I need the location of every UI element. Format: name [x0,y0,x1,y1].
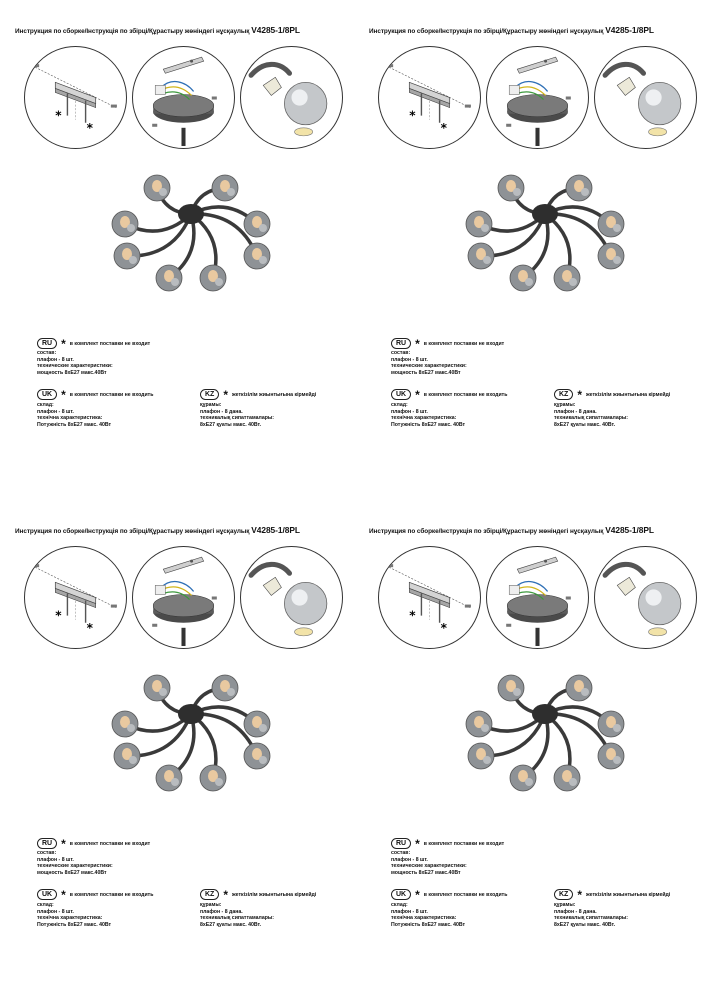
kz-badge: KZ [200,889,219,900]
asterisk-icon: * [577,387,583,402]
ru-badge: RU [37,338,57,349]
ru-note: в комплект поставки не входит [69,840,151,847]
ceiling-canopy [178,204,204,224]
ceiling-plate-icon [133,547,234,648]
kz-note: жеткізілім жиынтығына кірмейді [586,391,671,398]
uk-note: в комплект поставки не входить [69,891,154,898]
uk-note: в комплект поставки не входить [69,391,154,398]
chandelier-arms [125,688,257,778]
glass-shade [114,743,140,769]
step-shade-illustration [594,546,697,649]
ceiling-plate-icon [487,47,588,148]
glass-shade [200,265,226,291]
glass-shade [144,175,170,201]
mounting-bracket-icon [379,547,480,648]
step-shade-illustration [594,46,697,149]
chandelier-icon [105,668,277,798]
uk-note: в комплект поставки не входить [423,891,508,898]
step-bracket-illustration [378,46,481,149]
glass-shade [598,211,624,237]
glass-shade [598,743,624,769]
glass-shade [244,243,270,269]
ru-note-row [37,338,150,349]
glass-shade [510,765,536,791]
glass-shade [156,265,182,291]
ru-info: состав: плафон - 8 шт. технические характеристики: мощность 8хЕ27 макс.40Вт [391,350,467,376]
chandelier-shades [466,175,624,291]
instruction-title: Инструкция по сборке/Інструкція по збірці/Құрастыру жөніндегі нұсқаулық V4285-1/8PL [15,525,300,535]
kz-note-row [200,889,316,900]
kz-note: жеткізілім жиынтығына кірмейді [232,891,317,898]
chandelier-shades [112,675,270,791]
glass-shade [244,711,270,737]
uk-info: склад: плафон - 8 шт. технічна характеристика: Потужність 8хЕ27 макс. 40Вт [391,902,466,928]
uk-badge: UK [37,389,57,400]
ceiling-plate-icon [487,547,588,648]
glass-shade [498,175,524,201]
step-shade-illustration [240,546,343,649]
chandelier-icon [105,168,277,298]
uk-note-row [37,389,153,400]
glass-shade-icon [241,47,342,148]
kz-info: құрамы: плафон - 8 дана. техникалық сипаттамалары: 8хЕ27 қуаты макс. 40Вт. [554,402,629,428]
screw-icon [385,564,471,607]
asterisk-icon: * [415,336,420,351]
kz-note-row [200,389,316,400]
asterisk-icon: * [440,620,447,635]
asterisk-icon: * [577,887,583,902]
glass-shade [468,743,494,769]
ru-badge: RU [37,838,57,849]
instruction-panel [354,500,707,1000]
step-ceiling-plate-illustration [132,46,235,149]
step-ceiling-plate-illustration [486,46,589,149]
ceiling-canopy [178,704,204,724]
glass-shade [212,675,238,701]
glass-shade [156,765,182,791]
asterisk-icon: * [61,336,66,351]
kz-note: жеткізілім жиынтығына кірмейді [232,391,317,398]
uk-badge: UK [391,889,411,900]
screw-icon [385,64,471,107]
asterisk-icon: * [415,887,420,902]
glass-shade [498,675,524,701]
uk-info: склад: плафон - 8 шт. технічна характеристика: Потужність 8хЕ27 макс. 40Вт [37,902,112,928]
instruction-title: Инструкция по сборке/Інструкція по збірці/Құрастыру жөніндегі нұсқаулық V4285-1/8PL [15,25,300,35]
model-number: V4285-1/8PL [251,525,300,535]
glass-shade [212,175,238,201]
glass-shade-icon [241,547,342,648]
ceiling-canopy [532,204,558,224]
kz-note-row [554,889,670,900]
ru-note-row [391,838,504,849]
instruction-title: Инструкция по сборке/Інструкція по збірці/Құрастыру жөніндегі нұсқаулық V4285-1/8PL [369,525,654,535]
step-ceiling-plate-illustration [132,546,235,649]
asterisk-icon: * [440,120,447,135]
glass-shade [244,211,270,237]
kz-note-row [554,389,670,400]
asterisk-icon: * [86,120,93,135]
glass-shade [244,743,270,769]
glass-shade-icon [595,547,696,648]
uk-info: склад: плафон - 8 шт. технічна характеристика: Потужність 8хЕ27 макс. 40Вт [37,402,112,428]
model-number: V4285-1/8PL [251,25,300,35]
step-ceiling-plate-illustration [486,546,589,649]
instruction-title: Инструкция по сборке/Інструкція по збірці/Құрастыру жөніндегі нұсқаулық V4285-1/8PL [369,25,654,35]
kz-badge: KZ [554,389,573,400]
step-bracket-illustration [24,46,127,149]
asterisk-icon: * [61,387,66,402]
chandelier-shades [112,175,270,291]
ru-note: в комплект поставки не входит [423,340,505,347]
glass-shade [468,243,494,269]
kz-badge: KZ [200,389,219,400]
asterisk-icon: * [223,887,229,902]
chandelier-arms [479,688,611,778]
uk-note-row [391,389,507,400]
glass-shade [112,211,138,237]
uk-info: склад: плафон - 8 шт. технічна характеристика: Потужність 8хЕ27 макс. 40Вт [391,402,466,428]
ru-note-row [37,838,150,849]
glass-shade [466,211,492,237]
ru-info: состав: плафон - 8 шт. технические характеристики: мощность 8хЕ27 макс.40Вт [37,850,113,876]
glass-shade [112,711,138,737]
uk-note-row [391,889,507,900]
instruction-panel [354,0,707,500]
asterisk-icon: * [409,108,416,123]
glass-shade [200,765,226,791]
model-number: V4285-1/8PL [605,25,654,35]
kz-info: құрамы: плафон - 8 дана. техникалық сипаттамалары: 8хЕ27 қуаты макс. 40Вт. [200,902,275,928]
mounting-bracket-icon [25,47,126,148]
chandelier-shades [466,675,624,791]
mounting-bracket-icon [25,547,126,648]
glass-shade [466,711,492,737]
ru-note: в комплект поставки не входит [69,340,151,347]
glass-shade [114,243,140,269]
ceiling-plate-icon [133,47,234,148]
step-bracket-illustration [378,546,481,649]
model-number: V4285-1/8PL [605,525,654,535]
glass-shade [510,265,536,291]
instruction-panel [0,500,353,1000]
asterisk-icon: * [86,620,93,635]
chandelier-icon [459,668,631,798]
uk-note-row [37,889,153,900]
chandelier-arms [125,188,257,278]
uk-badge: UK [391,389,411,400]
glass-shade [144,675,170,701]
asterisk-icon: * [55,608,62,623]
ru-note: в комплект поставки не входит [423,840,505,847]
ru-info: состав: плафон - 8 шт. технические характеристики: мощность 8хЕ27 макс.40Вт [391,850,467,876]
instruction-panel [0,0,353,500]
kz-info: құрамы: плафон - 8 дана. техникалық сипаттамалары: 8хЕ27 қуаты макс. 40Вт. [200,402,275,428]
step-shade-illustration [240,46,343,149]
asterisk-icon: * [61,836,66,851]
glass-shade [554,765,580,791]
asterisk-icon: * [415,387,420,402]
chandelier-icon [459,168,631,298]
asterisk-icon: * [55,108,62,123]
screw-icon [31,64,117,107]
asterisk-icon: * [415,836,420,851]
step-bracket-illustration [24,546,127,649]
asterisk-icon: * [223,387,229,402]
ru-info: состав: плафон - 8 шт. технические характеристики: мощность 8хЕ27 макс.40Вт [37,350,113,376]
uk-badge: UK [37,889,57,900]
glass-shade [598,711,624,737]
screw-icon [31,564,117,607]
ceiling-canopy [532,704,558,724]
glass-shade [598,243,624,269]
glass-shade [566,675,592,701]
ru-badge: RU [391,338,411,349]
kz-info: құрамы: плафон - 8 дана. техникалық сипаттамалары: 8хЕ27 қуаты макс. 40Вт. [554,902,629,928]
glass-shade-icon [595,47,696,148]
mounting-bracket-icon [379,47,480,148]
glass-shade [566,175,592,201]
glass-shade [554,265,580,291]
kz-note: жеткізілім жиынтығына кірмейді [586,891,671,898]
asterisk-icon: * [409,608,416,623]
asterisk-icon: * [61,887,66,902]
chandelier-arms [479,188,611,278]
uk-note: в комплект поставки не входить [423,391,508,398]
kz-badge: KZ [554,889,573,900]
ru-badge: RU [391,838,411,849]
ru-note-row [391,338,504,349]
